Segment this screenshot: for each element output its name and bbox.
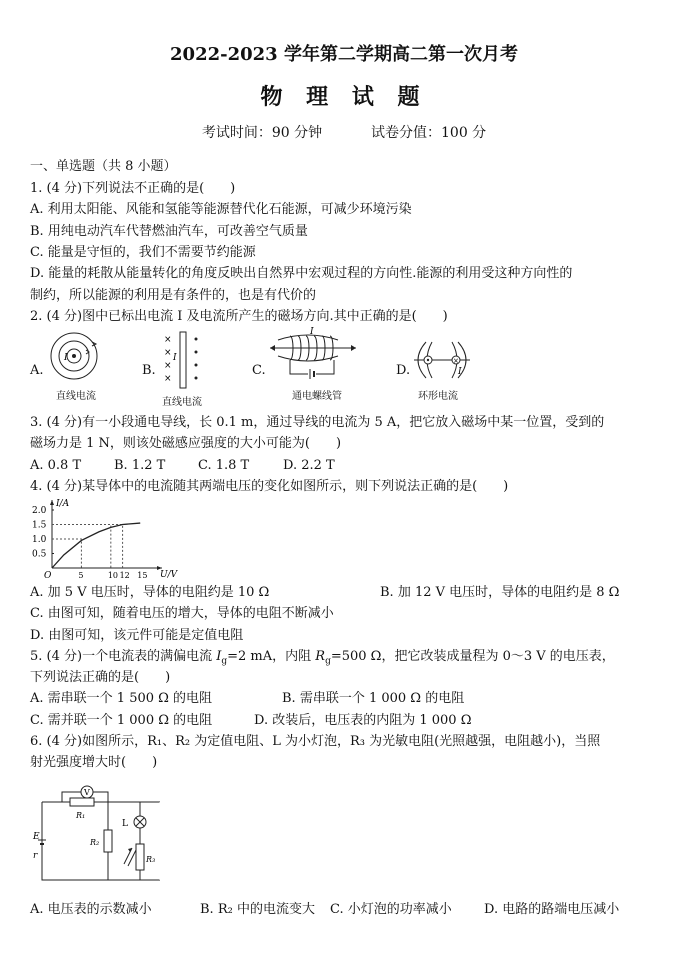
- q6-option-d: D. 电路的路端电压减小: [484, 902, 620, 917]
- section-title: 一、单选题（共 8 小题）: [30, 159, 177, 174]
- q1-option-b: B. 用纯电动汽车代替燃油汽车，可改善空气质量: [30, 224, 308, 239]
- svg-text:R₃: R₃: [146, 855, 156, 864]
- svg-text:×: ×: [164, 335, 172, 345]
- q6-option-b: B. R₂ 中的电流变大: [200, 902, 315, 917]
- svg-text:R₁: R₁: [76, 811, 86, 820]
- caption-d: 环形电流: [418, 391, 458, 402]
- origin-label: O: [44, 571, 52, 581]
- q4-option-d: D. 由图可知，该元件可能是定值电阻: [30, 628, 244, 643]
- caption-a: 直线电流: [56, 391, 96, 402]
- q5-stem-line1: 5. (4 分)一个电流表的满偏电流 $I_g=2$ mA，内阻 $R_g=500$ Ω，把它改装成量程为 0～3 V 的电压表，: [30, 649, 615, 667]
- svg-text:×: ×: [164, 361, 172, 371]
- full-score: 试卷分值：100 分: [371, 125, 487, 141]
- q5-option-d: D. 改装后，电压表的内阻为 1 000 Ω: [254, 713, 472, 728]
- q6-option-c: C. 小灯泡的功率减小: [330, 902, 452, 917]
- q5-option-b: B. 需串联一个 1 000 Ω 的电阻: [282, 691, 465, 706]
- q6-option-a: A. 电压表的示数减小: [30, 902, 152, 917]
- q5-stem-line2: 下列说法正确的是( ): [30, 670, 171, 685]
- svg-text:×: ×: [453, 357, 459, 365]
- x-tick-label: 15: [137, 571, 148, 580]
- q3-option-d: D. 2.2 T: [283, 458, 335, 473]
- svg-text:L: L: [122, 819, 128, 829]
- svg-text:V: V: [84, 788, 90, 797]
- svg-text:r: r: [33, 851, 38, 861]
- caption-c: 通电螺线管: [292, 391, 342, 402]
- y-axis-label: I/A: [56, 499, 70, 509]
- q3-stem-line1: 3. (4 分)有一小段通电导线，长 0.1 m，通过导线的电流为 5 A，把它放入磁场中某一位置，受到的: [30, 415, 605, 430]
- x-tick-label: 12: [119, 571, 130, 580]
- q5-option-a: A. 需串联一个 1 500 Ω 的电阻: [30, 691, 213, 706]
- q2-option-d-label: D.: [396, 363, 411, 378]
- q6-stem-line1: 6. (4 分)如图所示，R₁、R₂ 为定值电阻、L 为小灯泡，R₃ 为光敏电阻(光照越强，电阻越小)，当照: [30, 734, 601, 749]
- y-tick-label: 1.0: [32, 535, 47, 545]
- q2-option-b-label: B.: [142, 363, 156, 378]
- svg-text:×: ×: [164, 374, 172, 384]
- svg-text:I: I: [310, 327, 314, 337]
- q4-stem: 4. (4 分)某导体中的电流随其两端电压的变化如图所示，则下列说法正确的是( ): [30, 479, 509, 494]
- svg-text:E: E: [33, 832, 40, 842]
- current-symbol-a: I: [64, 353, 68, 363]
- y-axis-arrow: [50, 500, 54, 505]
- figure-straight-current-circles: [44, 330, 104, 390]
- x-tick-label: 10: [107, 571, 119, 580]
- caption-b: 直线电流: [162, 397, 202, 408]
- exam-title: 2022-2023 学年第二学期高二第一次月考: [170, 44, 518, 65]
- exam-info: [0, 122, 688, 142]
- q3-option-b: B. 1.2 T: [114, 458, 166, 473]
- y-tick-label: 2.0: [32, 506, 47, 516]
- iu-curve: [52, 523, 140, 568]
- x-axis-label: U/V: [160, 570, 178, 580]
- svg-text:×: ×: [164, 348, 172, 358]
- q4-option-c: C. 由图可知，随着电压的增大，导体的电阻不断减小: [30, 606, 334, 621]
- q4-option-b: B. 加 12 V 电压时，导体的电阻约是 8 Ω: [380, 585, 620, 600]
- figure-loop-current: [412, 338, 472, 384]
- svg-text:I: I: [458, 367, 462, 377]
- subject-title: 物 理 试 题: [260, 84, 428, 110]
- q2-option-a-label: A.: [30, 363, 44, 378]
- y-tick-label: 1.5: [32, 520, 47, 531]
- q1-option-d-line1: D. 能量的耗散从能量转化的角度反映出自然界中宏观过程的方向性.能源的利用受这种方向性的: [30, 266, 573, 281]
- q4-option-a: A. 加 5 V 电压时，导体的电阻约是 10 Ω: [30, 585, 270, 600]
- q3-option-c: C. 1.8 T: [198, 458, 250, 473]
- q3-stem-line2: 磁场力是 1 N，则该处磁感应强度的大小可能为( ): [30, 436, 342, 451]
- x-tick-label: 5: [78, 571, 84, 580]
- q1-option-c: C. 能量是守恒的，我们不需要节约能源: [30, 245, 256, 260]
- dashed-guide: [52, 525, 123, 569]
- q6-stem-line2: 射光强度增大时( ): [30, 755, 158, 770]
- figure-solenoid: [268, 326, 358, 384]
- circuit-diagram: [30, 780, 170, 890]
- q2-option-c-label: C.: [252, 363, 266, 378]
- q1-option-d-line2: 制约，所以能源的利用是有条件的，也是有代价的: [30, 288, 317, 303]
- figure-straight-current-wire: [160, 330, 210, 390]
- q1-option-a: A. 利用太阳能、风能和氢能等能源替代化石能源，可减少环境污染: [30, 202, 412, 217]
- exam-time: 考试时间：90 分钟: [201, 125, 323, 141]
- svg-text:R₂: R₂: [90, 838, 100, 847]
- q1-stem: 1. (4 分)下列说法不正确的是( ): [30, 181, 236, 196]
- iu-graph: [30, 498, 178, 582]
- q3-option-a: A. 0.8 T: [30, 458, 82, 473]
- q5-option-c: C. 需并联一个 1 000 Ω 的电阻: [30, 713, 213, 728]
- q2-stem: 2. (4 分)图中已标出电流 I 及电流所产生的磁场方向.其中正确的是( ): [30, 309, 448, 324]
- svg-text:I: I: [173, 353, 177, 363]
- y-tick-label: 0.5: [32, 549, 47, 560]
